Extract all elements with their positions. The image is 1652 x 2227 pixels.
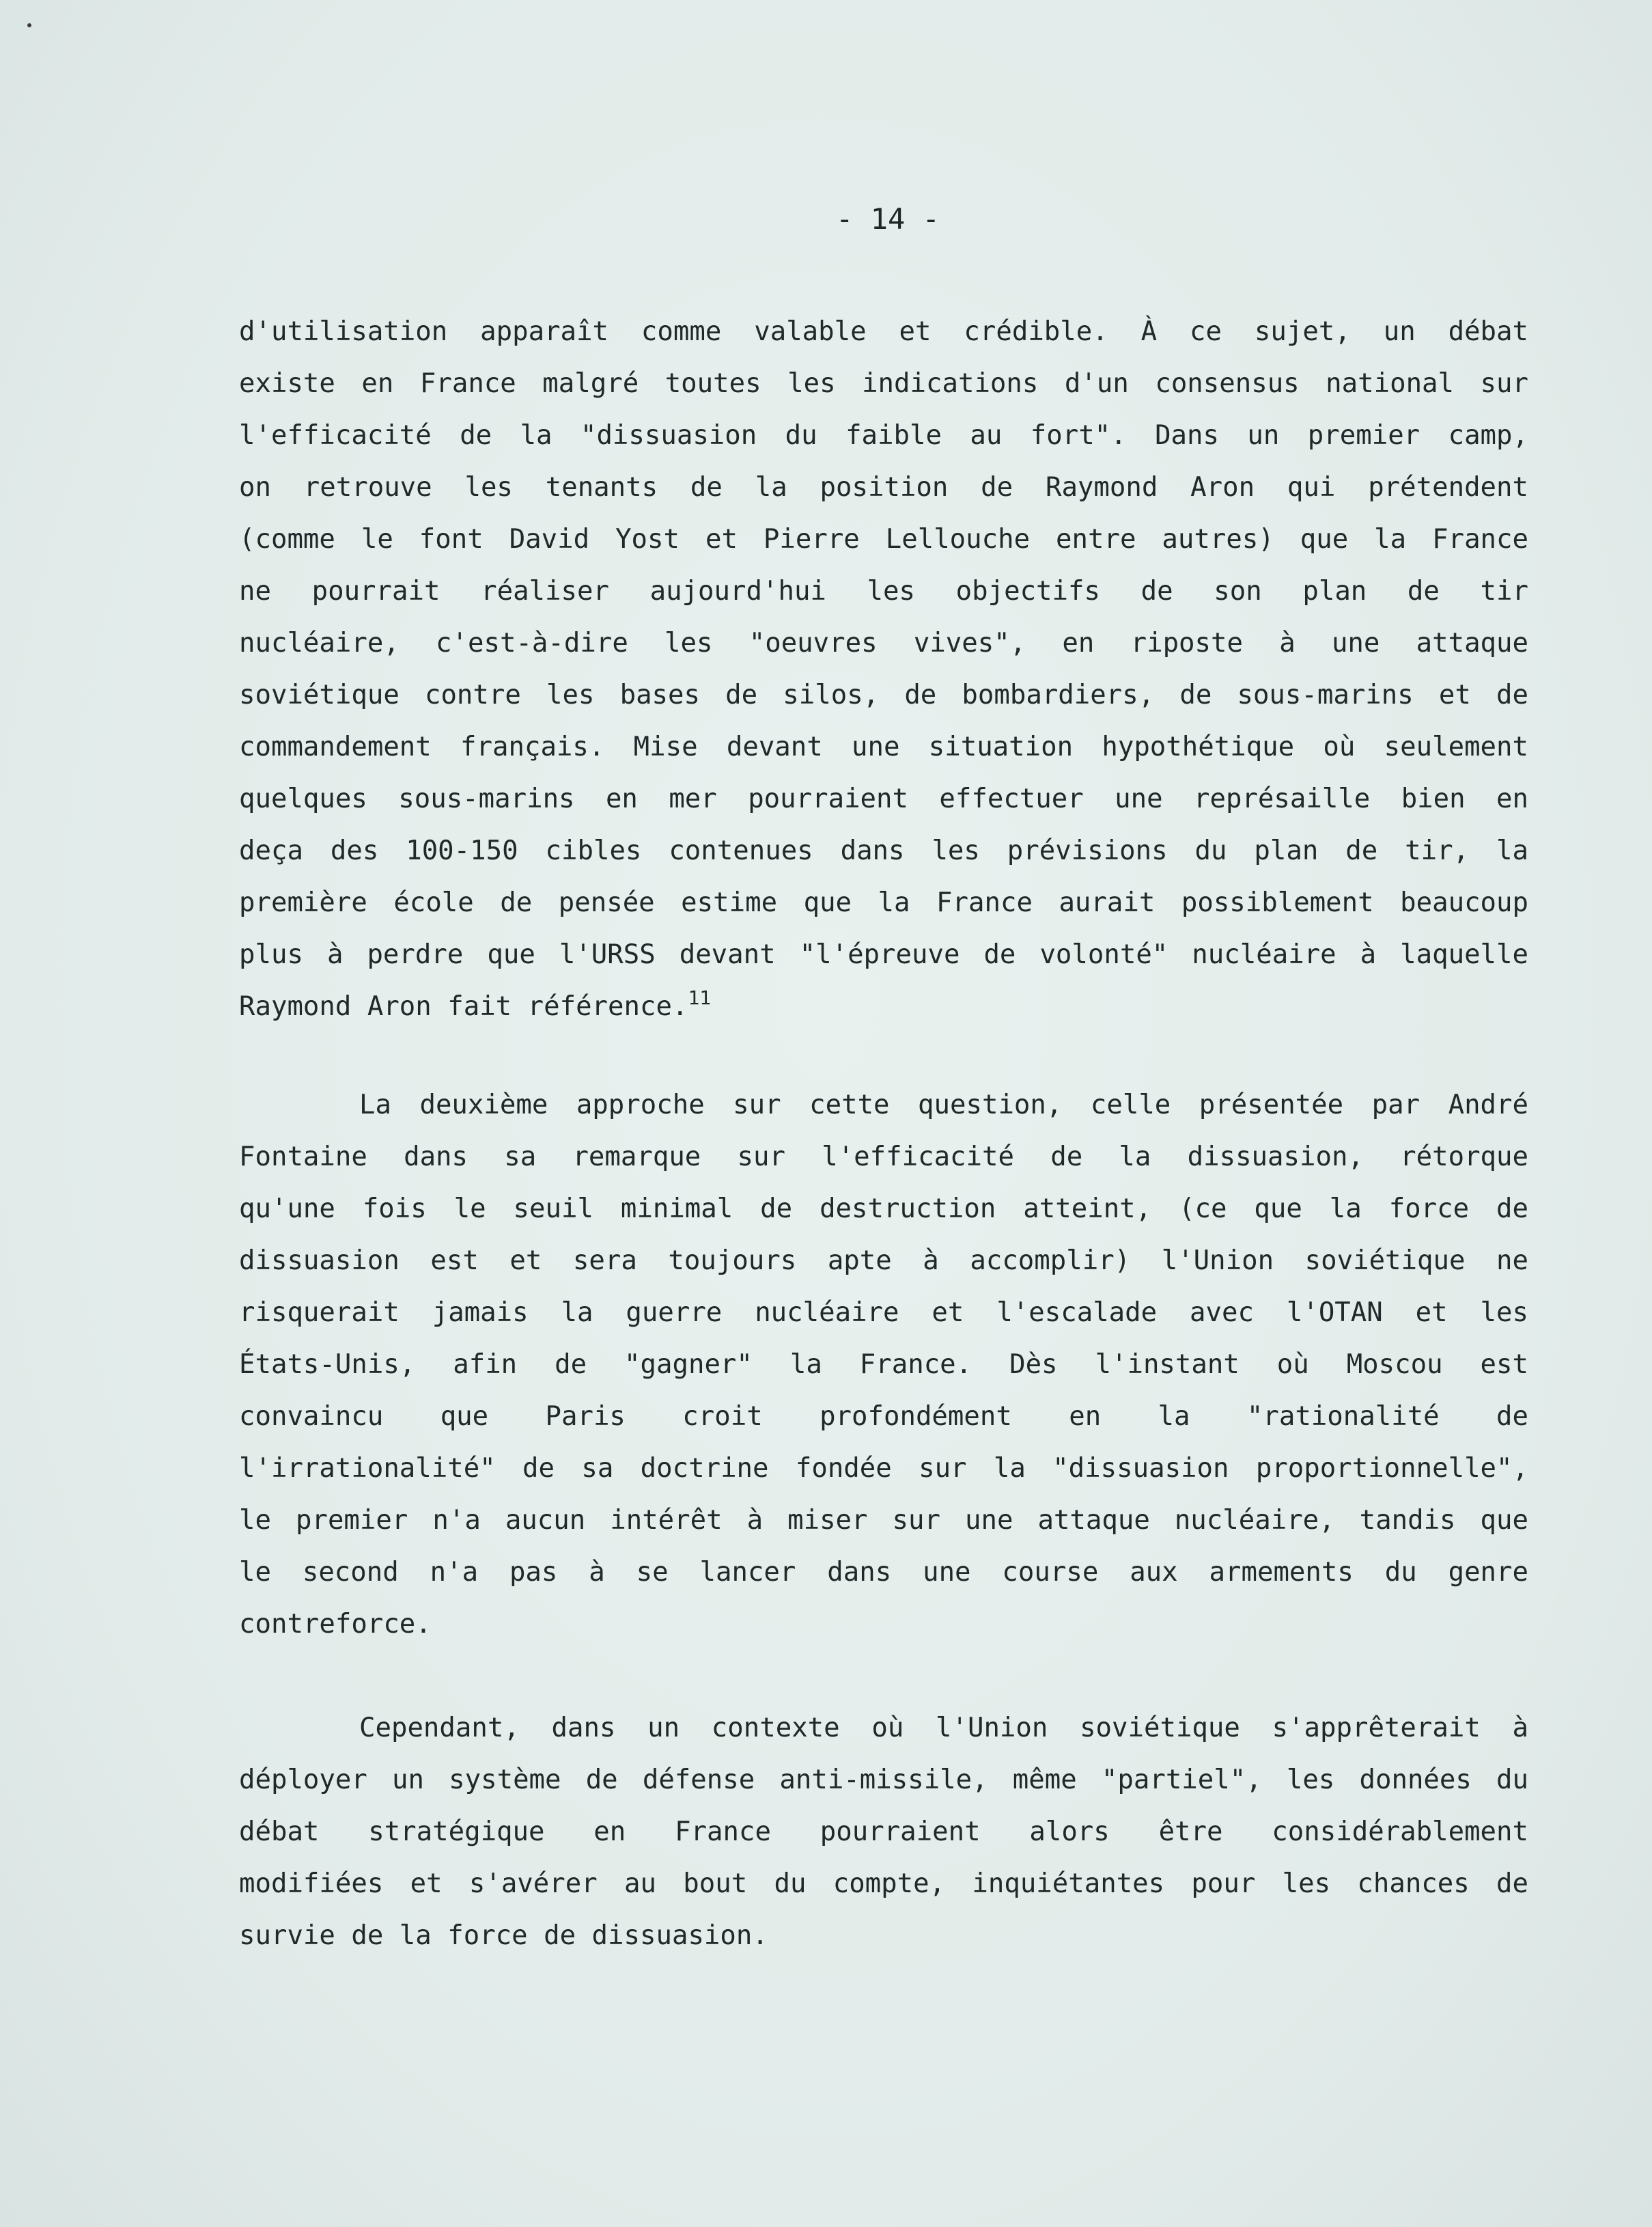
text-line: l'irrationalité" de sa doctrine fondée sur la "dissuasion proportionnelle", — [239, 1453, 1528, 1484]
text-line: La deuxième approche sur cette question, celle présentée par André — [359, 1090, 1528, 1120]
text-line: deça des 100-150 cibles contenues dans les prévisions du plan de tir, la — [239, 835, 1528, 866]
text-line: convaincu que Paris croit profondément en la "rationalité de — [239, 1401, 1528, 1432]
text-line: plus à perdre que l'URSS devant "l'épreuve de volonté" nucléaire à laquelle — [239, 939, 1528, 970]
footnote-reference: 11 — [688, 986, 712, 1009]
scan-speck — [27, 23, 31, 27]
text-line: États-Unis, afin de "gagner" la France. Dès l'instant où Moscou est — [239, 1349, 1528, 1380]
text-line: Cependant, dans un contexte où l'Union soviétique s'apprêterait à — [359, 1713, 1528, 1743]
text-line: nucléaire, c'est-à-dire les "oeuvres vives", en riposte à une attaque — [239, 628, 1528, 659]
text-line-last: contreforce. — [239, 1609, 432, 1640]
text-line: Fontaine dans sa remarque sur l'efficacité de la dissuasion, rétorque — [239, 1142, 1528, 1172]
text-line: (comme le font David Yost et Pierre Lellouche entre autres) que la France — [239, 524, 1528, 555]
text-line-last — [239, 981, 1528, 1033]
text-line: première école de pensée estime que la France aurait possiblement beaucoup — [239, 887, 1528, 918]
page-number: - 14 - — [836, 202, 940, 236]
paragraph-3 — [239, 1702, 1528, 1962]
text-line: modifiées et s'avérer au bout du compte, inquiétantes pour les chances de — [239, 1868, 1528, 1899]
text-line-content: Raymond Aron fait référence. — [239, 991, 688, 1022]
paragraph-1 — [239, 306, 1528, 1033]
text-line: on retrouve les tenants de la position de Raymond Aron qui prétendent — [239, 472, 1528, 503]
text-line: commandement français. Mise devant une situation hypothétique où seulement — [239, 732, 1528, 762]
paragraph-2 — [239, 1079, 1528, 1650]
text-line: soviétique contre les bases de silos, de bombardiers, de sous-marins et de — [239, 680, 1528, 710]
text-line: ne pourrait réaliser aujourd'hui les objectifs de son plan de tir — [239, 576, 1528, 607]
text-line: qu'une fois le seuil minimal de destruction atteint, (ce que la force de — [239, 1193, 1528, 1224]
text-line: déployer un système de défense anti-missile, même "partiel", les données du — [239, 1765, 1528, 1795]
text-line: d'utilisation apparaît comme valable et crédible. À ce sujet, un débat — [239, 316, 1528, 347]
text-line-last: survie de la force de dissuasion. — [239, 1920, 768, 1951]
text-line: le premier n'a aucun intérêt à miser sur une attaque nucléaire, tandis que — [239, 1505, 1528, 1536]
text-line: l'efficacité de la "dissuasion du faible au fort". Dans un premier camp, — [239, 420, 1528, 451]
text-line: existe en France malgré toutes les indications d'un consensus national sur — [239, 368, 1528, 399]
text-line: quelques sous-marins en mer pourraient effectuer une représaille bien en — [239, 784, 1528, 814]
text-line: dissuasion est et sera toujours apte à accomplir) l'Union soviétique ne — [239, 1245, 1528, 1276]
text-line: risquerait jamais la guerre nucléaire et l'escalade avec l'OTAN et les — [239, 1297, 1528, 1328]
text-line: débat stratégique en France pourraient alors être considérablement — [239, 1816, 1528, 1847]
text-line: le second n'a pas à se lancer dans une course aux armements du genre — [239, 1557, 1528, 1588]
